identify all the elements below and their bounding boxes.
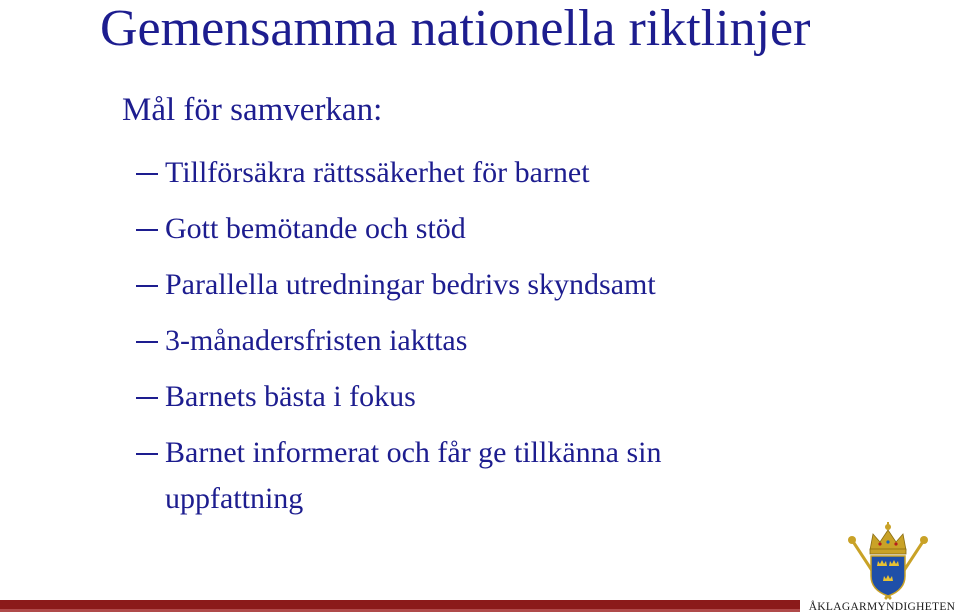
- agency-name: ÅKLAGARMYNDIGHETEN: [808, 601, 956, 613]
- list-item: [0, 148, 960, 204]
- bullet-text: Parallella utredningar bedrivs skyndsamt: [165, 268, 656, 301]
- list-item: [0, 260, 960, 316]
- list-item: [0, 204, 960, 260]
- dash-icon: [136, 341, 158, 343]
- bullet-text: Tillförsäkra rättssäkerhet för barnet: [165, 156, 590, 189]
- list-item: [0, 428, 960, 538]
- dash-icon: [136, 229, 158, 231]
- bullet-text: Gott bemötande och stöd: [165, 212, 466, 245]
- dash-icon: [136, 173, 158, 175]
- bullet-list: [0, 148, 960, 538]
- coat-of-arms-icon: [840, 520, 936, 600]
- slide-subheading: Mål för samverkan:: [122, 92, 383, 128]
- footer-bar: [0, 600, 800, 609]
- list-item: [0, 316, 960, 372]
- dash-icon: [136, 285, 158, 287]
- dash-icon: [136, 453, 158, 455]
- bullet-text: Barnet informerat och får ge tillkänna sin uppfattning: [165, 436, 662, 515]
- slide-title: Gemensamma nationella riktlinjer: [100, 0, 811, 57]
- list-item: [0, 372, 960, 428]
- footer-bar-accent: [0, 609, 800, 612]
- bullet-text: 3-månadersfristen iakttas: [165, 324, 468, 357]
- bullet-text: Barnets bästa i fokus: [165, 380, 416, 413]
- dash-icon: [136, 397, 158, 399]
